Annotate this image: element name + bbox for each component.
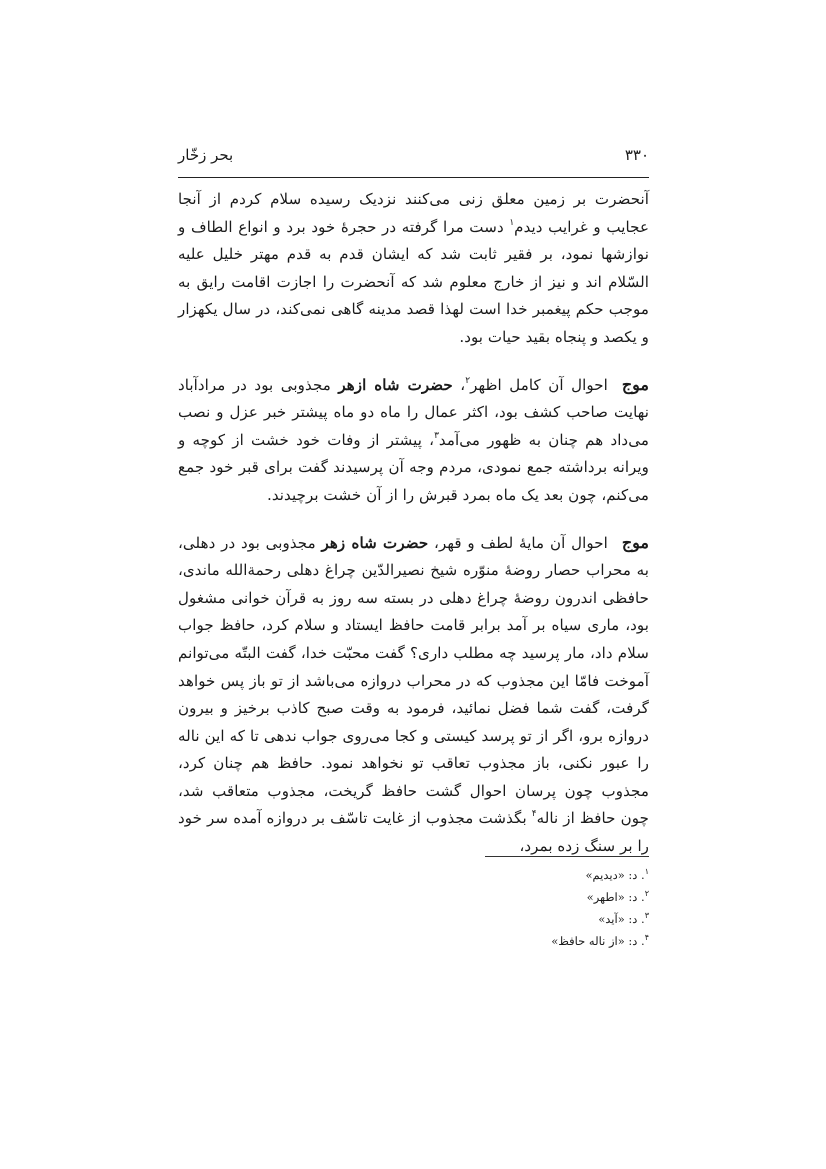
footnote-marker: ۳ (434, 430, 439, 441)
footnote (178, 864, 649, 886)
footnotes (178, 864, 649, 952)
footnote-number: ۴ (644, 933, 649, 942)
page-header (178, 142, 649, 172)
paragraph-text: دست مرا گرفته در حجرهٔ خود برد و انواع الطاف و نوازشها نمود، بر فقیر ثابت شد که ایشان قدم به قدم مهتر خلیل علیه السّلام اند و نیز از خارج معلوم شد که آنحضرت را اجازت اقامت رایق به موجب حکم پیغمبر خدا است لهذا قصد مدینه گاهی نمی‌کند، در سال یکهزار و یکصد و پنجاه بقید حیات بود. (178, 217, 649, 346)
section-label: موج (621, 374, 649, 394)
running-title: بحر زخّار (178, 146, 234, 164)
saint-name: حضرت شاه زهر (321, 533, 429, 552)
footnote (178, 886, 649, 908)
footnote (178, 908, 649, 930)
paragraph-text: آنحضرت بر زمین معلق زنی می‌کنند نزدیک رسیده سلام کردم از آنجا عجایب و غرایب دیدم (178, 190, 650, 236)
footnote-rule (485, 856, 649, 857)
section-label: موج (621, 532, 649, 552)
saint-name: حضرت شاه ازهر (338, 375, 453, 394)
paragraph-continuation (178, 186, 649, 352)
footnote-text: . د: «اطهر» (586, 890, 645, 904)
paragraph-text: بگذشت مجذوب از غایت تاسّف بر دروازه آمده سر خود را بر سنگ زده بمرد، (178, 809, 649, 856)
footnote-text: . د: «از ناله حافظ» (551, 934, 645, 948)
footnote-text: . د: «دیدیم» (585, 868, 645, 882)
paragraph-intro: احوال آن مایهٔ لطف و قهر، (428, 533, 608, 552)
main-text (178, 186, 649, 861)
footnote-marker: ۲ (465, 375, 471, 386)
separator: ، (452, 375, 466, 394)
paragraph-mawj-azhar (178, 371, 649, 510)
paragraph-text: ، پیشتر از وفات خود خشت از کوچه و ویرانه برداشته جمع نمودی، مردم وجه آن پرسیدند گفت برای قبر خود جمع می‌کنم، چون بعد یک ماه بمرد قبرش را از آن خشت برچیدند. (178, 430, 649, 504)
page-number: ۳۳۰ (624, 146, 649, 164)
footnote-number: ۳ (644, 911, 649, 920)
paragraph-text: مجذوبی بود در مرادآباد نهایت صاحب کشف بود، اکثر عمال را ماه دو ماه پیشتر خبر عزل و نصب می‌داد هم چنان به ظهور می‌آمد (178, 375, 649, 449)
footnote-number: ۱ (644, 867, 649, 876)
footnote-number: ۲ (644, 889, 649, 898)
footnote-text: . د: «آید» (598, 912, 645, 926)
paragraph-intro: احوال آن کامل اظهر (470, 375, 608, 394)
header-rule (178, 177, 649, 178)
footnote-marker: ۱ (509, 217, 515, 228)
paragraph-mawj-zahr (178, 529, 649, 861)
paragraph-text: مجذوبی بود در دهلی، به محراب حصار روضهٔ منوّره شیخ نصیرالدّین چراغ دهلی رحمةالله ماندی، حافظی اندرون روضهٔ چراغ دهلی در بسته سه روز به قرآن خوانی مشغول بود، ماری سیاه بر آمد برابر قامت حافظ ایستاد و سلام کرد، حافظ جواب سلام داد، مار پرسید چه مطلب داری؟ گفت محبّت خدا، گفت البتّه می‌توانم آموخت فامّا این مجذوب که در محراب دروازه می‌باشد از تو باز پس خواهد گرفت، گفت شما فضل نمائید، فرمود به وقت صبح کاذب برخیز و بیرون دروازه برو، اگر از تو پرسد کیستی و کجا می‌روی جواب ندهی تا که این ناله را عبور نکنی، باز مجذوب تعاقب تو نخواهد نمود. حافظ هم چنان کرد، مجذوب چون پرسان احوال گشت حافظ گریخت، مجذوب متعاقب شد، چون حافظ از ناله (178, 533, 649, 828)
footnote (178, 930, 649, 952)
footnote-marker: ۴ (531, 809, 537, 820)
